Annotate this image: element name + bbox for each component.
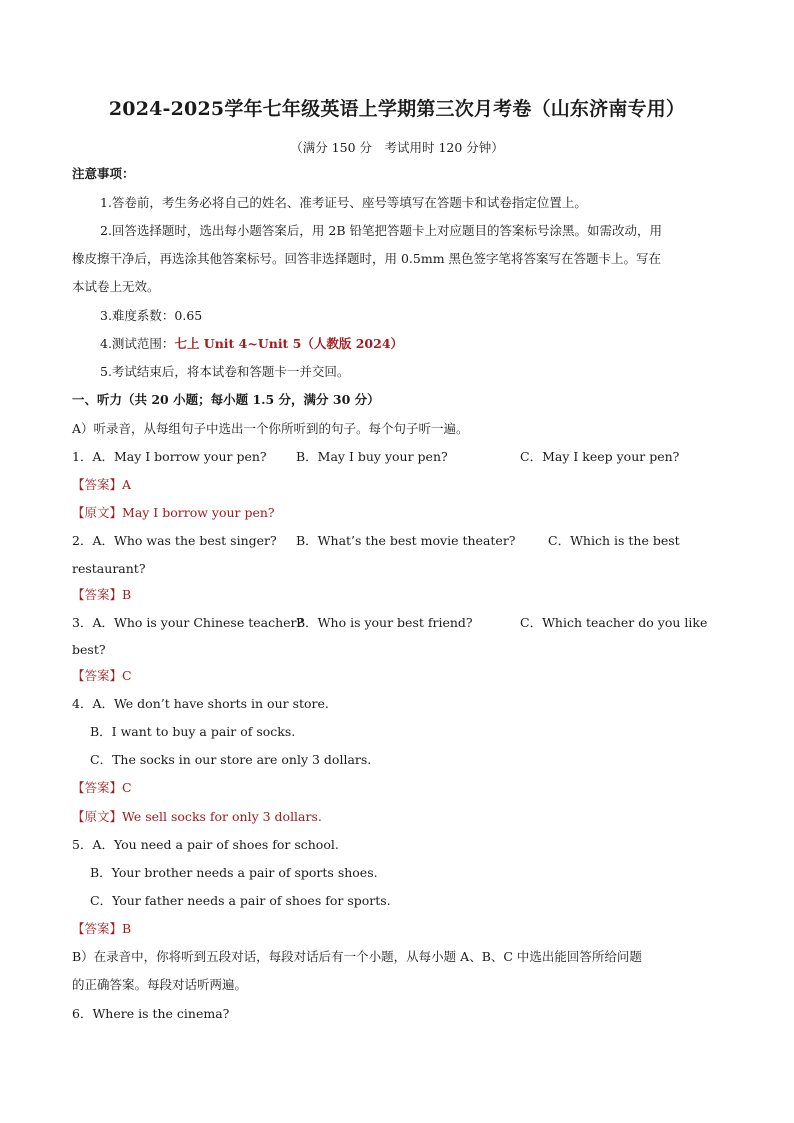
note-3: 3.难度系数：0.65 [100, 308, 203, 323]
answer-tag: 【答案】 [72, 780, 123, 795]
q3-option-a: 3．A．Who is your Chinese teacher? [72, 615, 304, 630]
q3-option-c: C．Which teacher do you like [520, 615, 708, 630]
q1-option-c: C．May I keep your pen? [520, 449, 680, 464]
answer-tag: 【答案】 [72, 668, 123, 683]
q4-original-text: We sell socks for only 3 dollars. [122, 809, 322, 824]
answer-tag: 【答案】 [72, 477, 123, 492]
note-2-line-3: 本试卷上无效。 [72, 279, 160, 294]
q5-option-c: C．Your father needs a pair of shoes for sports. [90, 893, 391, 908]
page-title: 2024-2025学年七年级英语上学期第三次月考卷（山东济南专用） [108, 98, 686, 120]
q6-question: 6．Where is the cinema? [72, 1006, 230, 1021]
q5-option-b: B．Your brother needs a pair of sports shoes. [90, 865, 378, 880]
q4-option-a: 4．A．We don’t have shorts in our store. [72, 696, 329, 711]
note-2-line-2: 橡皮擦干净后，再选涂其他答案标号。回答非选择题时，用 0.5mm 黑色签字笔将答案写在答题卡上。写在 [72, 251, 662, 266]
answer-tag: 【答案】 [72, 587, 123, 602]
q3-answer-value: C [122, 668, 132, 683]
q2-option-c: C．Which is the best [548, 533, 680, 548]
section-1-heading: 一、听力（共 20 小题；每小题 1.5 分，满分 30 分） [72, 392, 380, 407]
q4-option-b: B．I want to buy a pair of socks. [90, 724, 296, 739]
q1-option-b: B．May I buy your pen? [296, 449, 448, 464]
q3-answer [72, 667, 132, 685]
q4-original [72, 808, 322, 826]
note-1: 1.答卷前，考生务必将自己的姓名、准考证号、座号等填写在答题卡和试卷指定位置上。 [100, 195, 587, 210]
part-b-instruction-line-1: B）在录音中，你将听到五段对话，每段对话后有一个小题，从每小题 A、B、C 中选出能回答所给问题 [72, 949, 642, 964]
exam-subtitle: （满分 150 分 考试用时 120 分钟） [290, 140, 504, 155]
q1-original-text: May I borrow your pen? [122, 505, 275, 520]
q5-answer-value: B [122, 921, 132, 936]
note-5: 5.考试结束后，将本试卷和答题卡一并交回。 [100, 364, 350, 379]
q2-option-b: B．What’s the best movie theater? [296, 533, 516, 548]
q2-option-c-continued: restaurant? [72, 561, 146, 576]
note-2-line-1: 2.回答选择题时，选出每小题答案后，用 2B 铅笔把答题卡上对应题目的答案标号涂黑。如需改动，用 [100, 223, 663, 238]
q3-option-b: B．Who is your best friend? [296, 615, 473, 630]
original-tag: 【原文】 [72, 505, 123, 520]
q3-option-c-continued: best? [72, 642, 106, 657]
q2-answer-value: B [122, 587, 132, 602]
q4-option-c: C．The socks in our store are only 3 dollars. [90, 752, 372, 767]
note-4-prefix: 4.测试范围： [100, 336, 175, 351]
q1-answer [72, 476, 131, 494]
part-b-instruction-line-2: 的正确答案。每段对话听两遍。 [72, 977, 248, 992]
part-a-instruction: A）听录音，从每组句子中选出一个你所听到的句子。每个句子听一遍。 [72, 421, 469, 436]
q4-answer-value: C [122, 780, 132, 795]
q1-option-a: 1．A．May I borrow your pen? [72, 449, 267, 464]
original-tag: 【原文】 [72, 809, 123, 824]
note-4 [100, 335, 403, 353]
q5-option-a: 5．A．You need a pair of shoes for school. [72, 837, 339, 852]
q1-original [72, 504, 275, 522]
q5-answer [72, 920, 131, 938]
q1-answer-value: A [122, 477, 132, 492]
q2-answer [72, 586, 131, 604]
notes-heading: 注意事项： [72, 166, 135, 181]
q2-option-a: 2．A．Who was the best singer? [72, 533, 277, 548]
answer-tag: 【答案】 [72, 921, 123, 936]
test-scope: 七上 Unit 4~Unit 5（人教版 2024） [174, 336, 404, 351]
q4-answer [72, 779, 132, 797]
